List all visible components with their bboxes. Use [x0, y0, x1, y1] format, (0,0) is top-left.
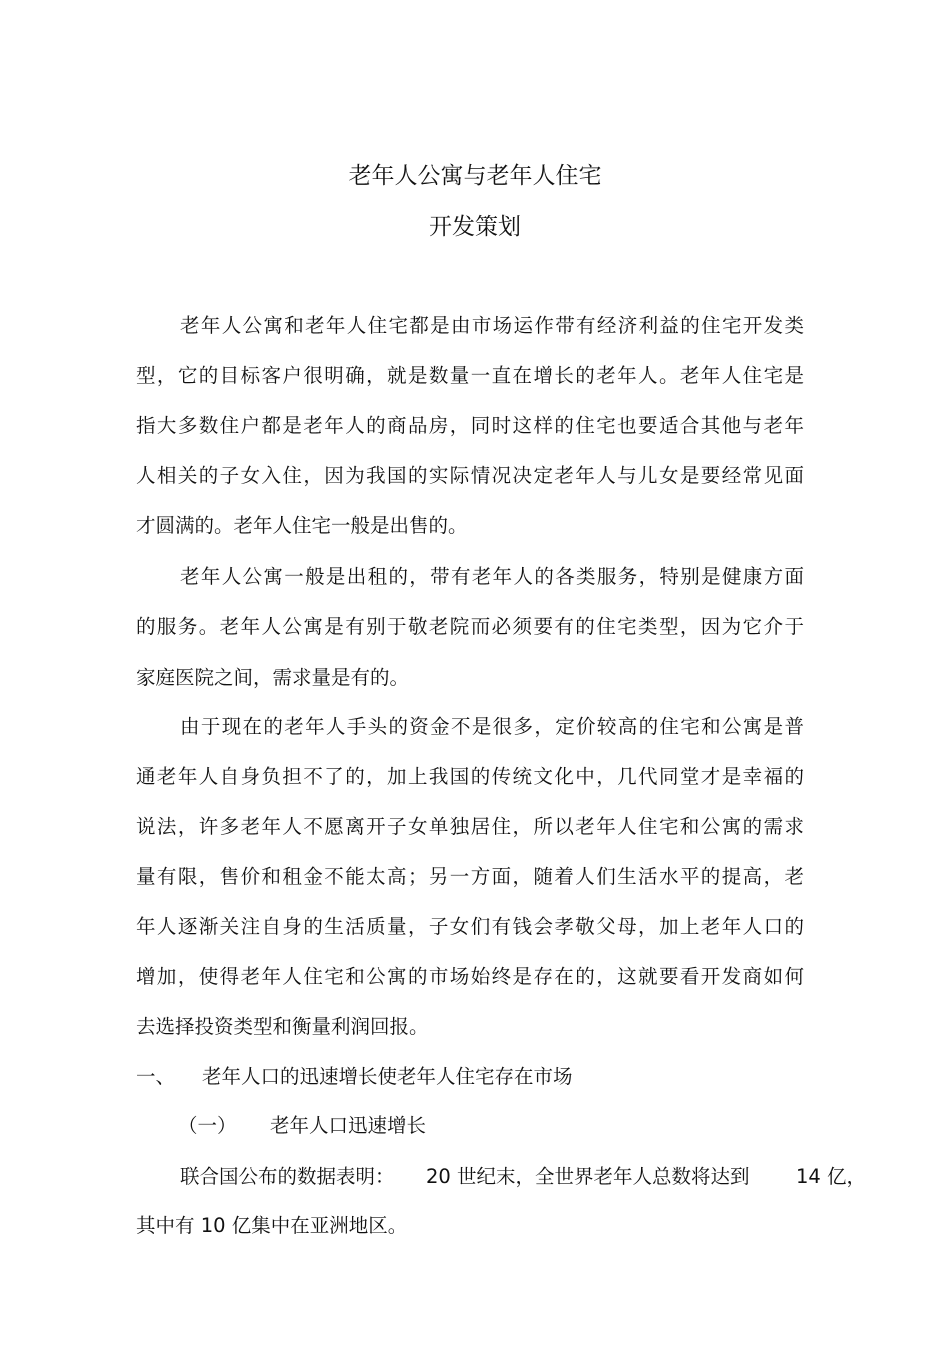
paragraph-3-line-5: 年人逐渐关注自身的生活质量，子女们有钱会孝敬父母，加上老年人口的: [136, 915, 804, 938]
paragraph-1-line-4: 人相关的子女入住，因为我国的实际情况决定老年人与儿女是要经常见面: [136, 464, 804, 487]
subsection-1-heading: 老年人口迅速增长: [270, 1114, 427, 1137]
paragraph-1-line-1: 老年人公寓和老年人住宅都是由市场运作带有经济利益的住宅开发类: [180, 314, 804, 337]
paragraph-2-line-3: 家庭医院之间，需求量是有的。: [136, 666, 410, 689]
paragraph-3-line-1: 由于现在的老年人手头的资金不是很多，定价较高的住宅和公寓是普: [180, 715, 804, 738]
section-1-number: 一、: [136, 1065, 176, 1088]
paragraph-1-line-5: 才圆满的。老年人住宅一般是出售的。: [136, 514, 468, 537]
paragraph-1-line-2: 型，它的目标客户很明确，就是数量一直在增长的老年人。老年人住宅是: [136, 364, 804, 387]
paragraph-3-line-3: 说法，许多老年人不愿离开子女单独居住，所以老年人住宅和公寓的需求: [136, 815, 804, 838]
paragraph-1-line-3: 指大多数住户都是老年人的商品房，同时这样的住宅也要适合其他与老年: [136, 414, 804, 437]
paragraph-4-line-1-part-1: 联合国公布的数据表明：: [180, 1165, 395, 1188]
paragraph-3-line-2: 通老年人自身负担不了的，加上我国的传统文化中，几代同堂才是幸福的: [136, 765, 804, 788]
paragraph-2-line-1: 老年人公寓一般是出租的，带有老年人的各类服务，特别是健康方面: [180, 565, 804, 588]
paragraph-3-line-7: 去选择投资类型和衡量利润回报。: [136, 1015, 429, 1038]
document-title-line-1: 老年人公寓与老年人住宅: [348, 163, 602, 189]
section-1-heading: 老年人口的迅速增长使老年人住宅存在市场: [202, 1065, 573, 1088]
document-title-line-2: 开发策划: [429, 214, 521, 240]
paragraph-4-line-2: 其中有 10 亿集中在亚洲地区。: [136, 1214, 408, 1237]
paragraph-3-line-6: 增加，使得老年人住宅和公寓的市场始终是存在的，这就要看开发商如何: [136, 965, 804, 988]
paragraph-2-line-2: 的服务。老年人公寓是有别于敬老院而必须要有的住宅类型，因为它介于: [136, 615, 804, 638]
paragraph-4-line-1-part-2: 20 世纪末，全世界老年人总数将达到: [426, 1165, 750, 1188]
paragraph-3-line-4: 量有限，售价和租金不能太高；另一方面，随着人们生活水平的提高，老: [136, 865, 804, 888]
paragraph-4-line-1-part-3: 14 亿，: [796, 1165, 867, 1188]
subsection-1-number: （一）: [178, 1114, 237, 1137]
